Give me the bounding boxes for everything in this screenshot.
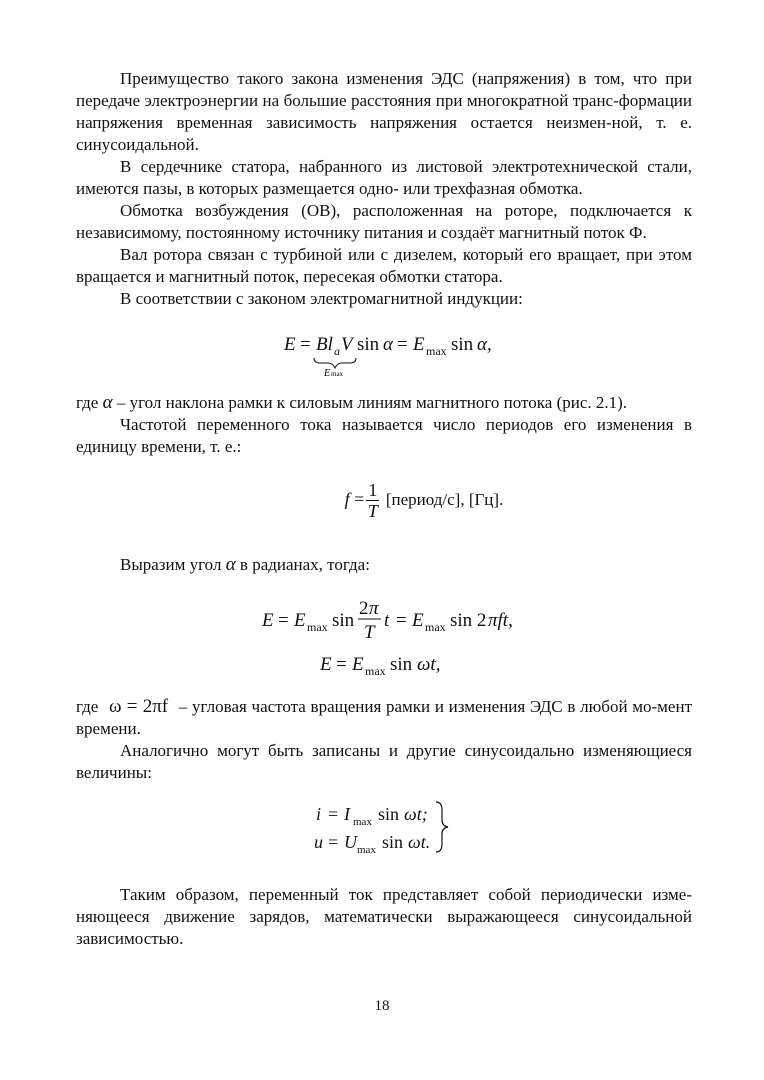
omega-description: – угловая частота вращения рамки и изменения ЭДС в любой мо-мент времени. <box>76 697 693 738</box>
svg-text:sin: sin <box>382 832 404 852</box>
svg-text:max: max <box>307 620 328 634</box>
formula-emf-svg <box>76 320 692 376</box>
formula-emf <box>76 320 692 376</box>
radians-prefix: Выразим угол <box>120 555 222 574</box>
underbrace-sub: max <box>331 370 344 376</box>
svg-text:max: max <box>365 664 386 678</box>
paragraph-emf-advantage: Преимущество такого закона изменения ЭДС (напряжения) в том, что при передаче электроэнергии на большие расстояния при многократной транс-формации напряжения временная зависимость напряжения остается неизмен-ной, т. е. синусоидальной. <box>76 69 692 154</box>
svg-text:E: E <box>413 334 425 355</box>
alpha-symbol: α <box>102 392 113 413</box>
paragraph-rotor-shaft: Вал ротора связан с турбиной или с дизелем, который его вращает, при этом вращается и магнитный поток, пересекая обмотки статора. <box>76 245 692 286</box>
formula-emf-time <box>76 590 692 686</box>
svg-text:U: U <box>344 832 357 852</box>
paragraph-excitation-winding: Обмотка возбуждения (ОВ), расположенная на роторе, подключается к независимому, постоянному источнику питания и создаёт магнитный поток Ф. <box>76 201 692 242</box>
formula-frequency: f = $\frac{1}{T}$ [период/с], [Гц]. <box>344 480 504 521</box>
paragraph-radians <box>76 554 692 576</box>
svg-text:max: max <box>353 816 372 828</box>
svg-text:E: E <box>412 610 424 631</box>
formula-emf-time-svg <box>76 590 692 686</box>
svg-text:=: = <box>397 334 408 355</box>
page-number: 18 <box>374 998 390 1014</box>
svg-text:sin: sin <box>451 334 474 355</box>
svg-text:π: π <box>369 598 379 619</box>
svg-text:=: = <box>336 654 347 675</box>
alpha-description: – угол наклона рамки к силовым линиям магнитного потока (рис. 2.1). <box>116 393 628 412</box>
svg-text:u: u <box>314 832 323 852</box>
svg-text:sin: sin <box>332 610 355 631</box>
svg-text:E: E <box>262 610 274 631</box>
svg-text:max: max <box>426 344 447 358</box>
svg-text:T: T <box>364 622 375 643</box>
svg-text:sin: sin <box>357 334 380 355</box>
svg-text:2: 2 <box>359 598 369 619</box>
svg-text:sin: sin <box>378 804 400 824</box>
svg-text:=: = <box>300 334 311 355</box>
paragraph-alpha-definition <box>76 392 692 414</box>
svg-text:E: E <box>294 610 306 631</box>
svg-text:sin 2: sin 2 <box>450 610 487 631</box>
paragraph-conclusion: Таким образом, переменный ток представляет собой периодически изме-няющееся движение зарядов, математически выражающееся синусоидальной зависимостью. <box>76 885 692 948</box>
document-page <box>76 68 692 950</box>
svg-text:πft,: πft, <box>488 610 513 631</box>
svg-text:α,: α, <box>477 334 492 355</box>
alpha-symbol-2: α <box>225 554 236 575</box>
svg-text:I: I <box>344 804 350 824</box>
svg-text:=: = <box>328 804 339 824</box>
formula-current-voltage <box>76 798 692 860</box>
svg-text:α: α <box>383 334 393 355</box>
svg-text:=: = <box>278 610 289 631</box>
omega-prefix: где <box>76 697 99 716</box>
svg-text:E: E <box>284 334 296 355</box>
omega-formula: ω = 2πf <box>109 696 169 717</box>
svg-text:max: max <box>425 620 446 634</box>
formula-current-voltage-svg <box>76 798 692 860</box>
svg-text:E: E <box>320 654 332 675</box>
svg-text:ωt.: ωt. <box>408 832 431 852</box>
svg-text:=: = <box>396 610 407 631</box>
paragraph-other-quantities: Аналогично могут быть записаны и другие синусоидально изменяющиеся величины: <box>76 741 692 782</box>
svg-text:=: = <box>328 832 339 852</box>
svg-text:Bl: Bl <box>316 334 333 355</box>
svg-text:t: t <box>384 610 390 631</box>
radians-text: в радианах, тогда: <box>239 555 370 574</box>
paragraph-frequency-definition: Частотой переменного тока называется число периодов его изменения в единицу времени, т. е.: <box>76 415 692 456</box>
frequency-units: [период/с], [Гц]. <box>385 489 504 509</box>
svg-text:a: a <box>334 344 340 358</box>
svg-text:ωt,: ωt, <box>417 654 441 675</box>
paragraph-stator-core: В сердечнике статора, набранного из листовой электротехнической стали, имеются пазы, в которых размещается одно- или трехфазная обмотка. <box>76 157 692 198</box>
svg-text:E: E <box>352 654 364 675</box>
svg-text:ωt;: ωt; <box>404 804 428 824</box>
svg-text:max: max <box>357 844 376 856</box>
svg-text:V: V <box>341 334 353 355</box>
alpha-prefix: где <box>76 393 99 412</box>
fraction-one-over-t: $\frac{1}{T}$ <box>367 480 378 521</box>
svg-text:i: i <box>316 804 322 824</box>
svg-text:sin: sin <box>390 654 413 675</box>
underbrace-label: E <box>324 368 331 376</box>
paragraph-induction-law: В соответствии с законом электромагнитной индукции: <box>120 289 523 308</box>
paragraph-omega-definition <box>76 696 692 740</box>
